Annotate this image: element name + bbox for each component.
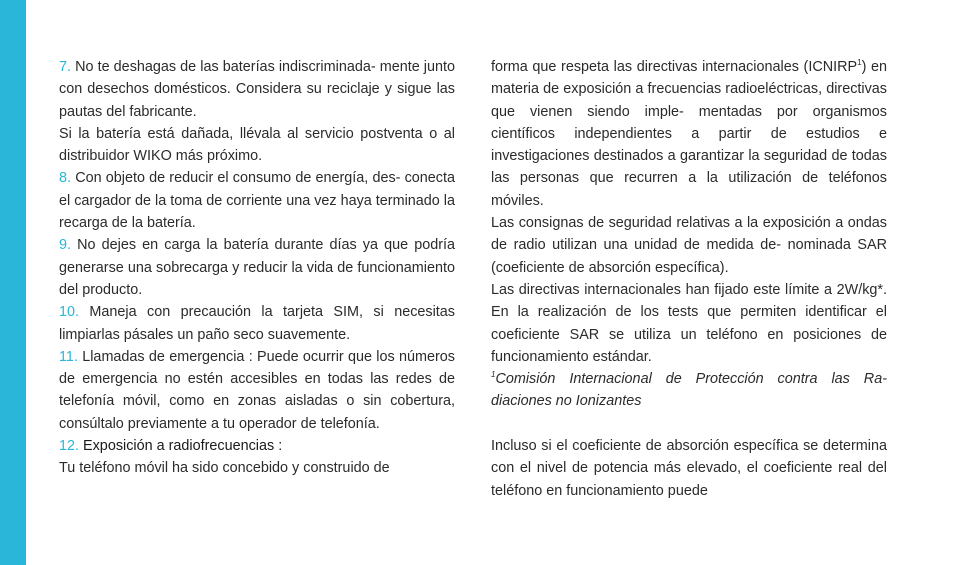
paragraph-text: ) en materia de exposición a frecuencias radioeléctricas, directivas que vienen siendo imple- mentadas por organismos científicos independientes a partir de estudios e investigaciones destinados a garantizar la seguridad de todas las personas que recurren a la utilización de teléfonos móviles. [491,59,887,209]
item-number: 11. [59,348,78,365]
item-text: Con objeto de reducir el consumo de energía, des- conecta el cargador de la toma de corriente una vez haya terminado la recarga de la batería. [59,170,456,232]
item-9 [59,234,455,301]
spacer [491,413,887,435]
accent-sidebar-bar [0,0,26,565]
footnote-marker: 1 [491,370,496,380]
paragraph-limit: Las directivas internacionales han fijado este límite a 2W/kg*. En la realización de los tests que permiten identificar el coeficiente SAR se utiliza un teléfono en posiciones de funcionamiento estándar. [491,281,887,365]
paragraph-text: forma que respeta las directivas internacionales (ICNIRP [491,59,858,75]
item-7 [59,56,455,123]
item-10 [59,301,455,346]
item-text: No te deshagas de las baterías indiscriminada- mente junto con desechos domésticos. Considera su reciclaje y sigue las pautas del fabricante. [59,59,455,120]
item-number: 12. [59,438,80,455]
paragraph-coefficient: Incluso si el coeficiente de absorción específica se determina con el nivel de potencia más elevado, el coeficiente real del teléfono en funcionamiento puede [491,438,887,499]
footnote-marker: 1 [857,58,862,68]
item-8 [59,167,455,234]
section-heading: Exposición a radiofrecuencias : [83,438,283,455]
item-number: 7. [59,59,72,75]
right-column [491,56,887,502]
footnote-text: Comisión Internacional de Protección contra las Ra- diaciones no Ionizantes [491,371,887,410]
item-12-text: Tu teléfono móvil ha sido concebido y construido de [59,460,390,477]
item-11 [59,346,455,435]
item-number: 8. [59,170,72,187]
item-number: 10. [59,304,80,321]
item-text: Llamadas de emergencia : Puede ocurrir que los números de emergencia no estén accesibles en todas las redes de telefonía móvil, como en zonas aisladas o sin cobertura, consúltalo previamente a tu operador de telefonía. [59,348,455,432]
item-text: Maneja con precaución la tarjeta SIM, si necesitas limpiarlas pásales un paño seco suavemente. [59,304,455,343]
footnote [491,368,887,413]
paragraph-sar: Las consignas de seguridad relativas a la exposición a ondas de radio utilizan una unidad de medida de- nominada SAR (coeficiente de absorción específica). [491,215,887,276]
item-12-heading [59,435,455,457]
left-column [59,56,455,480]
item-number: 9. [59,237,72,254]
paragraph-icnirp [491,56,887,212]
item-text: No dejes en carga la batería durante días ya que podría generarse una sobrecarga y reducir la vida de funcionamiento del producto. [59,237,455,298]
item-7-continued: Si la batería está dañada, llévala al servicio postventa o al distribuidor WIKO más próximo. [59,125,455,165]
